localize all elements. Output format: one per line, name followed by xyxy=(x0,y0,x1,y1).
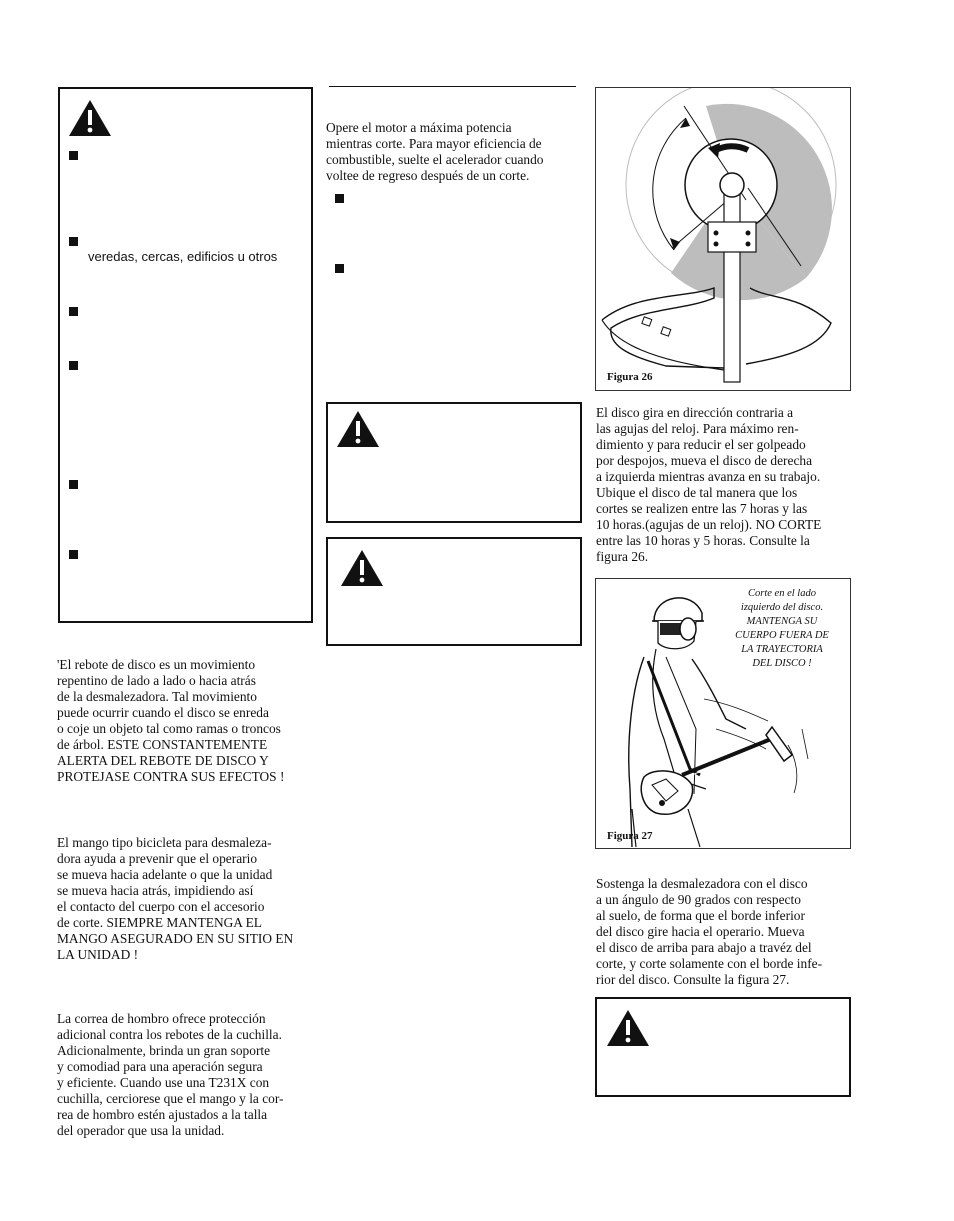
bullet-5 xyxy=(69,480,78,489)
warning-triangle-icon xyxy=(339,548,385,588)
throttle-paragraph: Opere el motor a máxima potencia mientras corte. Para mayor eficiencia de combustible, suelte el acelerador cuando voltee de regreso después de un corte. xyxy=(326,120,544,183)
warning-triangle-icon xyxy=(335,409,381,449)
warning-box-text: veredas, cercas, edificios u otros xyxy=(88,249,278,264)
strap-paragraph: La correa de hombro ofrece protección adicional contra los rebotes de la cuchilla. Adicionalmente, brinda un gran soporte y comodiad para una aperación segura y eficiente. Cuando use una T231X con cuchilla, cerciorese que el mango y la cor- rea de hombro estén ajustados a la talla del operador que usa la unidad. xyxy=(57,1011,284,1138)
rotation-paragraph: El disco gira en dirección contraria a las agujas del reloj. Para máximo ren- dimiento y para reducir el ser golpeado por despojos, mueva el disco de derecha a izquierda mientras avanza en su trabajo. Ubique el disco de tal manera que los cortes se realizen entre las 7 horas y las 10 horas.(agujas de un reloj). NO CORTE entre las 10 horas y 5 horas. Consulte la figura 26. xyxy=(596,405,822,564)
bullet-3 xyxy=(69,307,78,316)
section-rule xyxy=(329,86,576,87)
bullet-6 xyxy=(69,550,78,559)
bullet-1 xyxy=(69,151,78,160)
handle-paragraph: El mango tipo bicicleta para desmaleza- dora ayuda a prevenir que el operario se mueva hacia adelante o que la unidad se mueva hacia atrás, impidiendo así el contacto del cuerpo con el accesorio de corte. SIEMPRE MANTENGA EL MANGO ASEGURADO EN SU SITIO EN LA UNIDAD ! xyxy=(57,835,294,962)
figure-27-caption: Corte en el lado izquierdo del disco. MANTENGA SU CUERPO FUERA DE LA TRAYECTORIA DEL DISCO ! xyxy=(735,588,829,669)
kickback-paragraph: 'El rebote de disco es un movimiento repentino de lado a lado o hacia atrás de la desmalezadora. Tal movimiento puede ocurrir cuando el disco se enreda o coje un objeto tal como ramas o troncos de árbol. ESTE CONSTANTEMENTE ALERTA DEL REBOTE DE DISCO Y PROTEJASE CONTRA SUS EFECTOS ! xyxy=(57,657,285,784)
mid-bullet-1 xyxy=(335,194,344,203)
mid-bullet-2 xyxy=(335,264,344,273)
trimmer-disc-illustration xyxy=(596,88,850,390)
bullet-4 xyxy=(69,361,78,370)
angle-paragraph: Sostenga la desmalezadora con el disco a un ángulo de 90 grados con respecto al suelo, de forma que el borde inferior del disco gire hacia el operario. Mueva el disco de arriba para abajo a travéz del corte, y corte solamente con el borde infe- rior del disco. Consulte la figura 27. xyxy=(596,876,823,987)
warning-triangle-icon xyxy=(605,1008,651,1048)
warning-triangle-icon xyxy=(67,98,113,138)
bullet-2 xyxy=(69,237,78,246)
figure-26-label: Figura 26 xyxy=(607,371,653,383)
figure-26 xyxy=(595,87,851,391)
figure-27-label: Figura 27 xyxy=(607,830,653,842)
figure-27 xyxy=(595,578,851,849)
left-warning-box xyxy=(58,87,313,623)
